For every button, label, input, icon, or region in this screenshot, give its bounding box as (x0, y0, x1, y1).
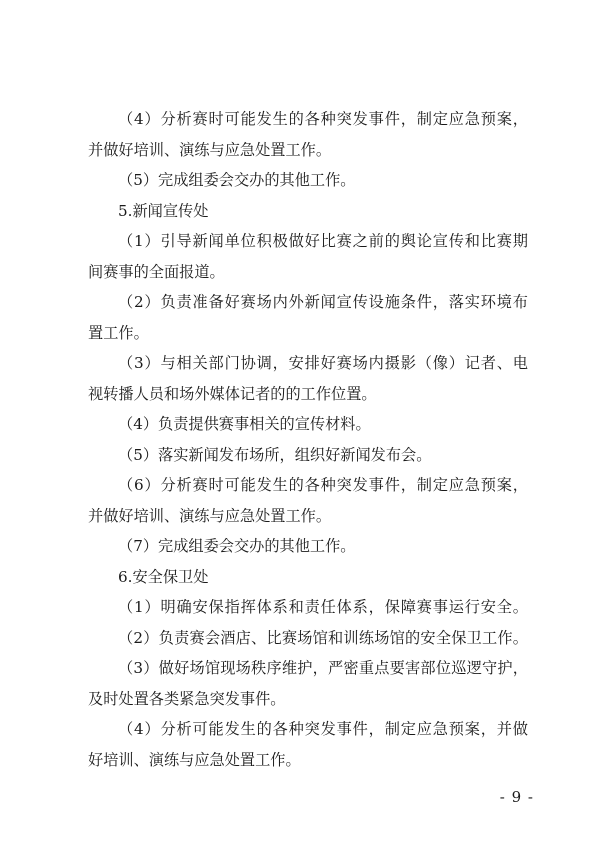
paragraph-line: （2）负责准备好赛场内外新闻宣传设施条件，落实环境布 (118, 293, 528, 311)
paragraph-line: 置工作。 (88, 323, 149, 342)
paragraph-line: （3）做好场馆现场秩序维护，严密重点要害部位巡逻守护， (118, 659, 528, 677)
page-number: - 9 - (499, 788, 534, 806)
paragraph-line: （2）负责赛会酒店、比赛场馆和训练场馆的安全保卫工作。 (118, 628, 528, 647)
paragraph-line: （6）分析赛时可能发生的各种突发事件，制定应急预案， (118, 476, 528, 494)
document-body (88, 104, 528, 775)
paragraph-line: 好培训、演练与应急处置工作。 (88, 750, 301, 769)
paragraph-line: （4）分析赛时可能发生的各种突发事件，制定应急预案， (118, 110, 528, 128)
paragraph-line: （7）完成组委会交办的其他工作。 (118, 537, 356, 555)
section-heading: 5.新闻宣传处 (118, 201, 209, 220)
paragraph-line: 及时处置各类紧急突发事件。 (88, 689, 286, 708)
section-heading: 6.安全保卫处 (118, 567, 209, 586)
paragraph-line: 视转播人员和场外媒体记者的的工作位置。 (88, 384, 377, 403)
paragraph-line: （4）分析可能发生的各种突发事件，制定应急预案，并做 (118, 720, 528, 738)
paragraph-line: （1）明确安保指挥体系和责任体系，保障赛事运行安全。 (118, 598, 528, 616)
paragraph-line: （5）落实新闻发布场所，组织好新闻发布会。 (118, 445, 432, 464)
paragraph-line: （5）完成组委会交办的其他工作。 (118, 171, 356, 189)
paragraph-line: （4）负责提供赛事相关的宣传材料。 (118, 415, 371, 433)
paragraph-line: 间赛事的全面报道。 (88, 262, 225, 281)
paragraph-line: 并做好培训、演练与应急处置工作。 (88, 140, 331, 159)
paragraph-line: （1）引导新闻单位积极做好比赛之前的舆论宣传和比赛期 (118, 232, 528, 250)
paragraph-line: 并做好培训、演练与应急处置工作。 (88, 506, 331, 525)
paragraph-line: （3）与相关部门协调，安排好赛场内摄影（像）记者、电 (118, 354, 528, 372)
